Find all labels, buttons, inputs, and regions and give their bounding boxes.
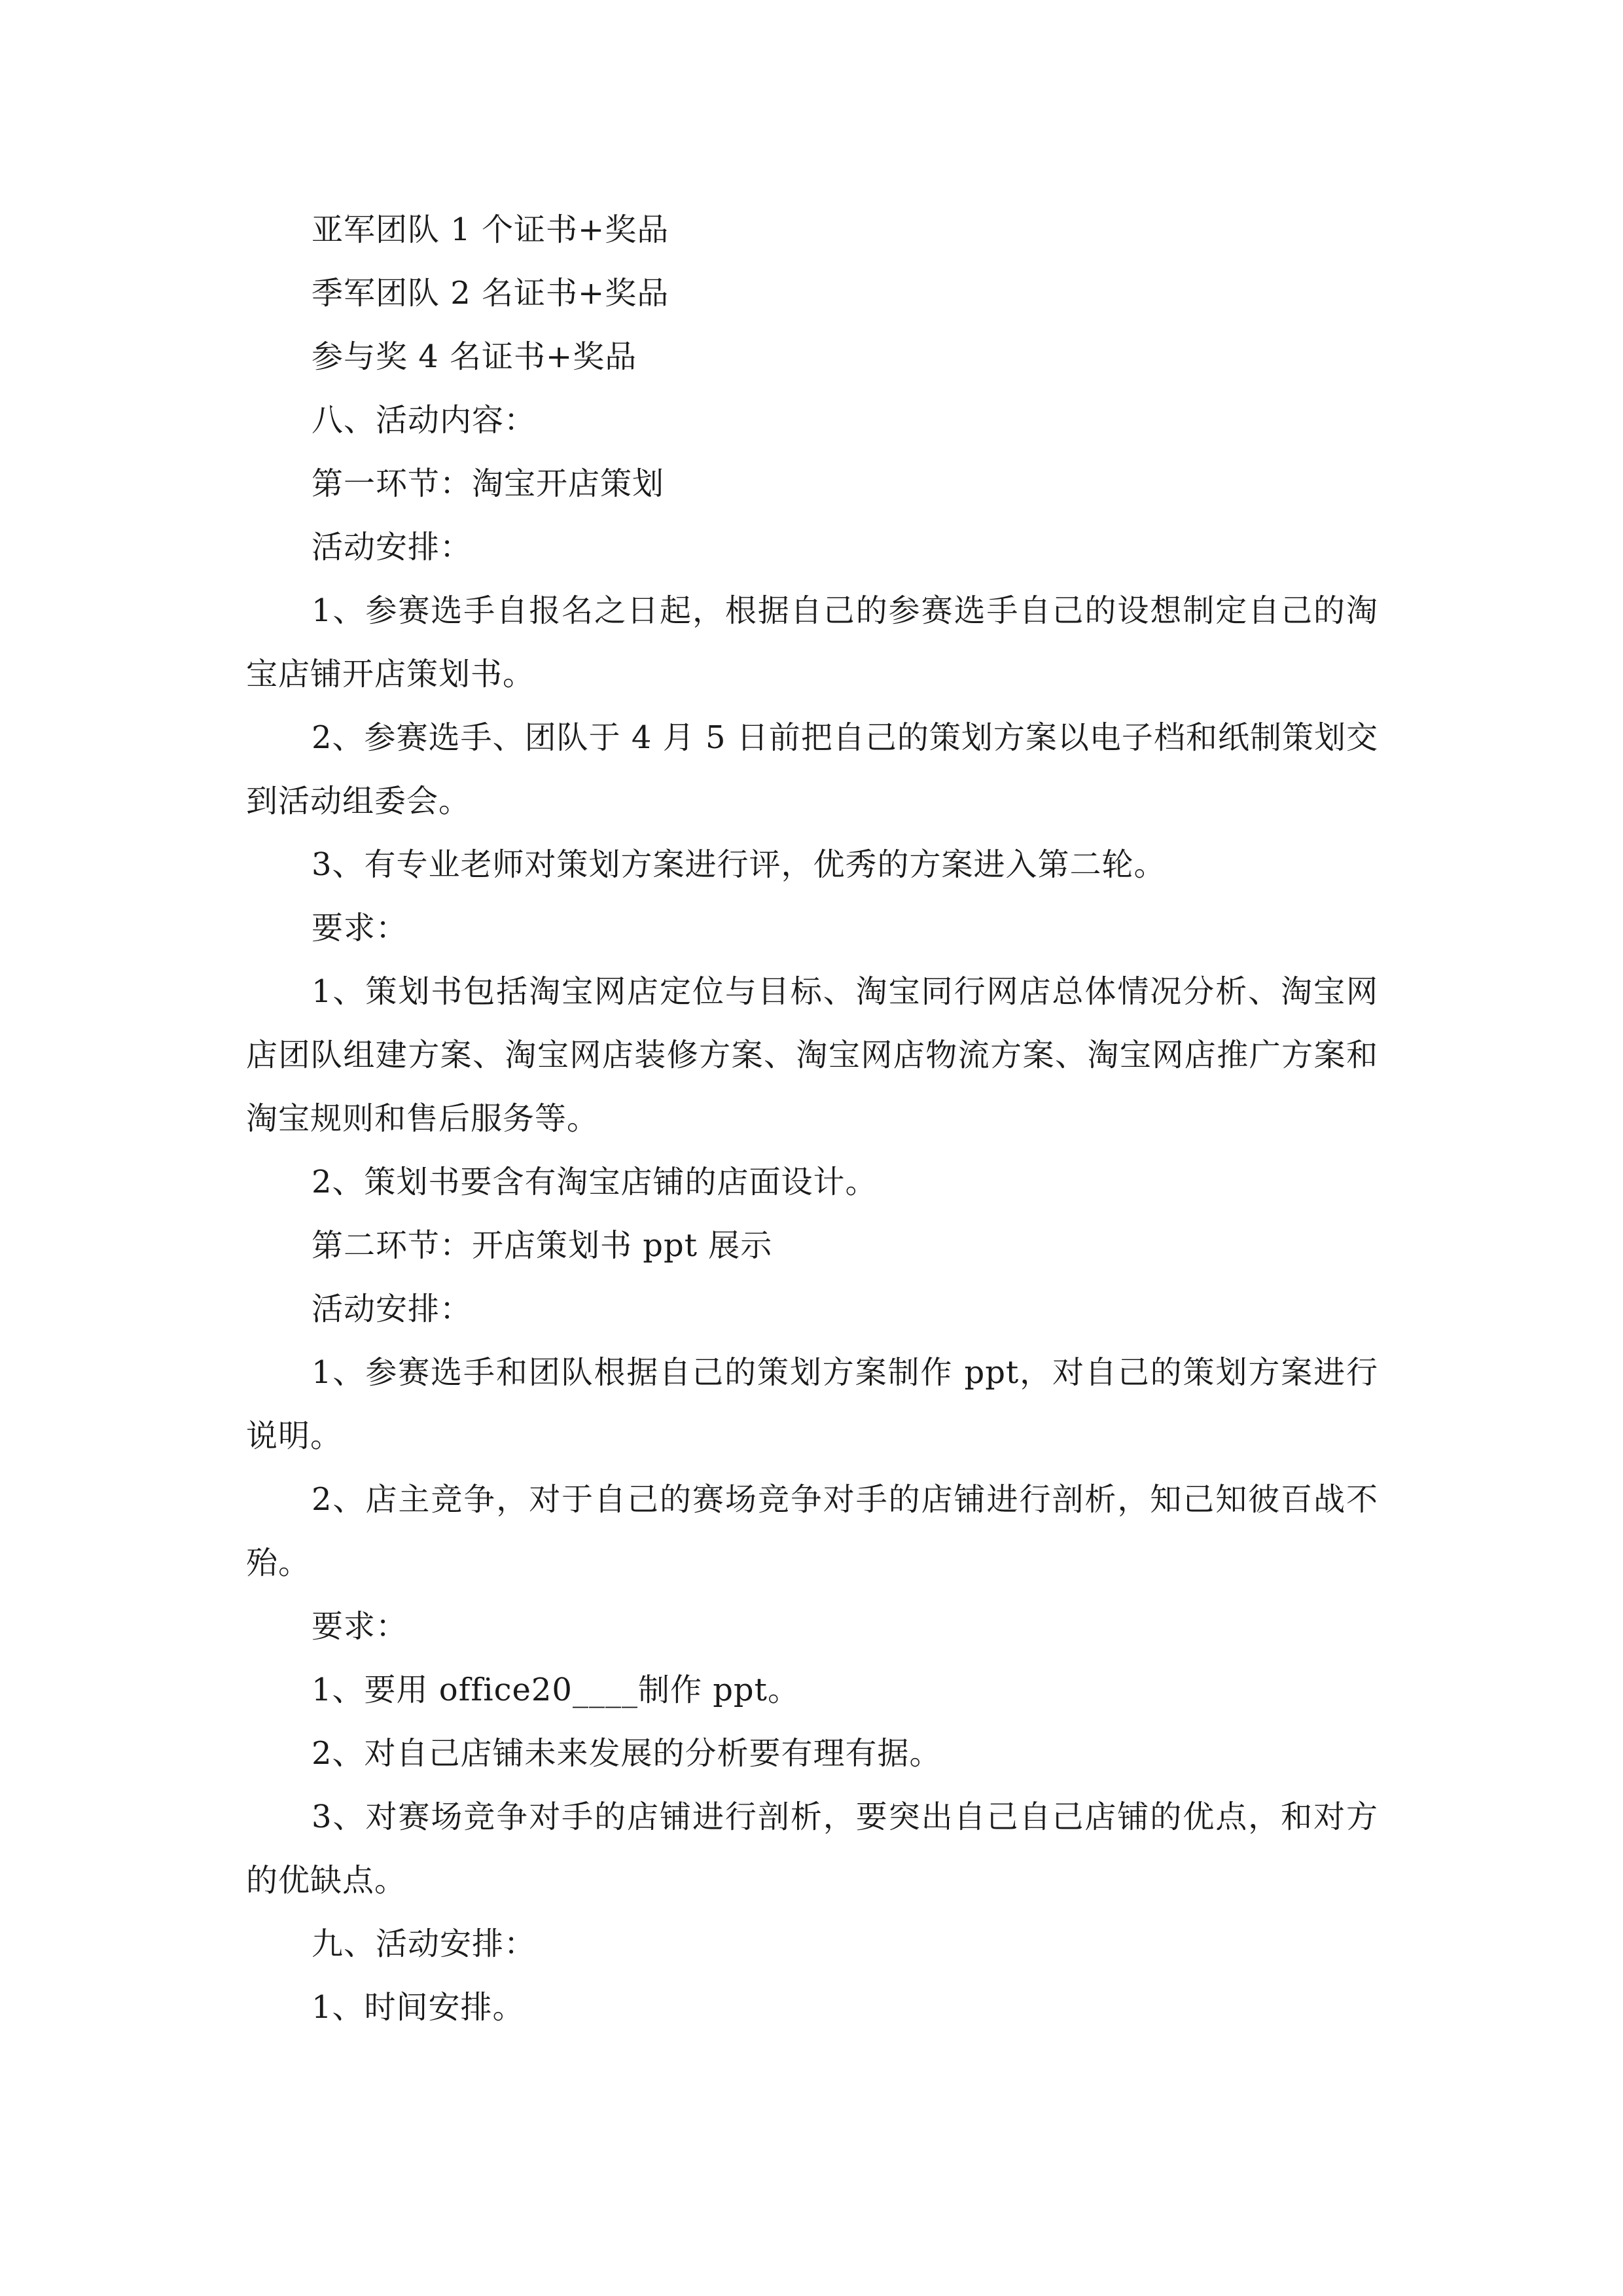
paragraph-participation-award: 参与奖 4 名证书+奖品 (312, 338, 637, 375)
list-item-stage-one-arrangement-2: 2、参赛选手、团队于 4 月 5 日前把自己的策划方案以电子档和纸制策划交到活动组委会。 (246, 719, 1378, 819)
list-item-time-arrangement: 1、时间安排。 (312, 1989, 525, 2026)
list-item-stage-one-requirement-2: 2、策划书要含有淘宝店铺的店面设计。 (312, 1164, 878, 1200)
section-heading-activity-content: 八、活动内容： (312, 402, 537, 439)
list-item-stage-one-arrangement-3: 3、有专业老师对策划方案进行评，优秀的方案进入第二轮。 (312, 846, 1166, 883)
list-item-stage-two-requirement-3: 3、对赛场竞争对手的店铺进行剖析，要突出自己自己店铺的优点，和对方的优缺点。 (246, 1799, 1378, 1899)
list-item-stage-two-arrangement-1: 1、参赛选手和团队根据自己的策划方案制作 ppt，对自己的策划方案进行说明。 (246, 1354, 1378, 1454)
list-item-stage-two-requirement-2: 2、对自己店铺未来发展的分析要有理有据。 (312, 1735, 942, 1772)
list-item-stage-one-arrangement-1: 1、参赛选手自报名之日起，根据自己的参赛选手自己的设想制定自己的淘宝店铺开店策划书。 (246, 592, 1378, 692)
subheading-stage-one: 第一环节：淘宝开店策划 (312, 465, 665, 502)
list-item-stage-one-requirement-1: 1、策划书包括淘宝网店定位与目标、淘宝同行网店总体情况分析、淘宝网店团队组建方案、淘宝网店装修方案、淘宝网店物流方案、淘宝网店推广方案和淘宝规则和售后服务等。 (246, 973, 1378, 1137)
label-requirements: 要求： (312, 1608, 408, 1645)
paragraph-runner-up-award: 亚军团队 1 个证书+奖品 (312, 211, 669, 248)
list-item-stage-two-arrangement-2: 2、店主竞争，对于自己的赛场竞争对手的店铺进行剖析，知己知彼百战不殆。 (246, 1481, 1378, 1581)
label-activity-arrangement: 活动安排： (312, 529, 473, 565)
document-body (246, 198, 1378, 2039)
label-activity-arrangement: 活动安排： (312, 1291, 473, 1327)
list-item-stage-two-requirement-1: 1、要用 office20____制作 ppt。 (312, 1672, 800, 1708)
paragraph-third-place-award: 季军团队 2 名证书+奖品 (312, 275, 669, 312)
subheading-stage-two: 第二环节：开店策划书 ppt 展示 (312, 1227, 773, 1264)
label-requirements: 要求： (312, 910, 408, 946)
section-heading-activity-arrangement: 九、活动安排： (312, 1926, 537, 1962)
